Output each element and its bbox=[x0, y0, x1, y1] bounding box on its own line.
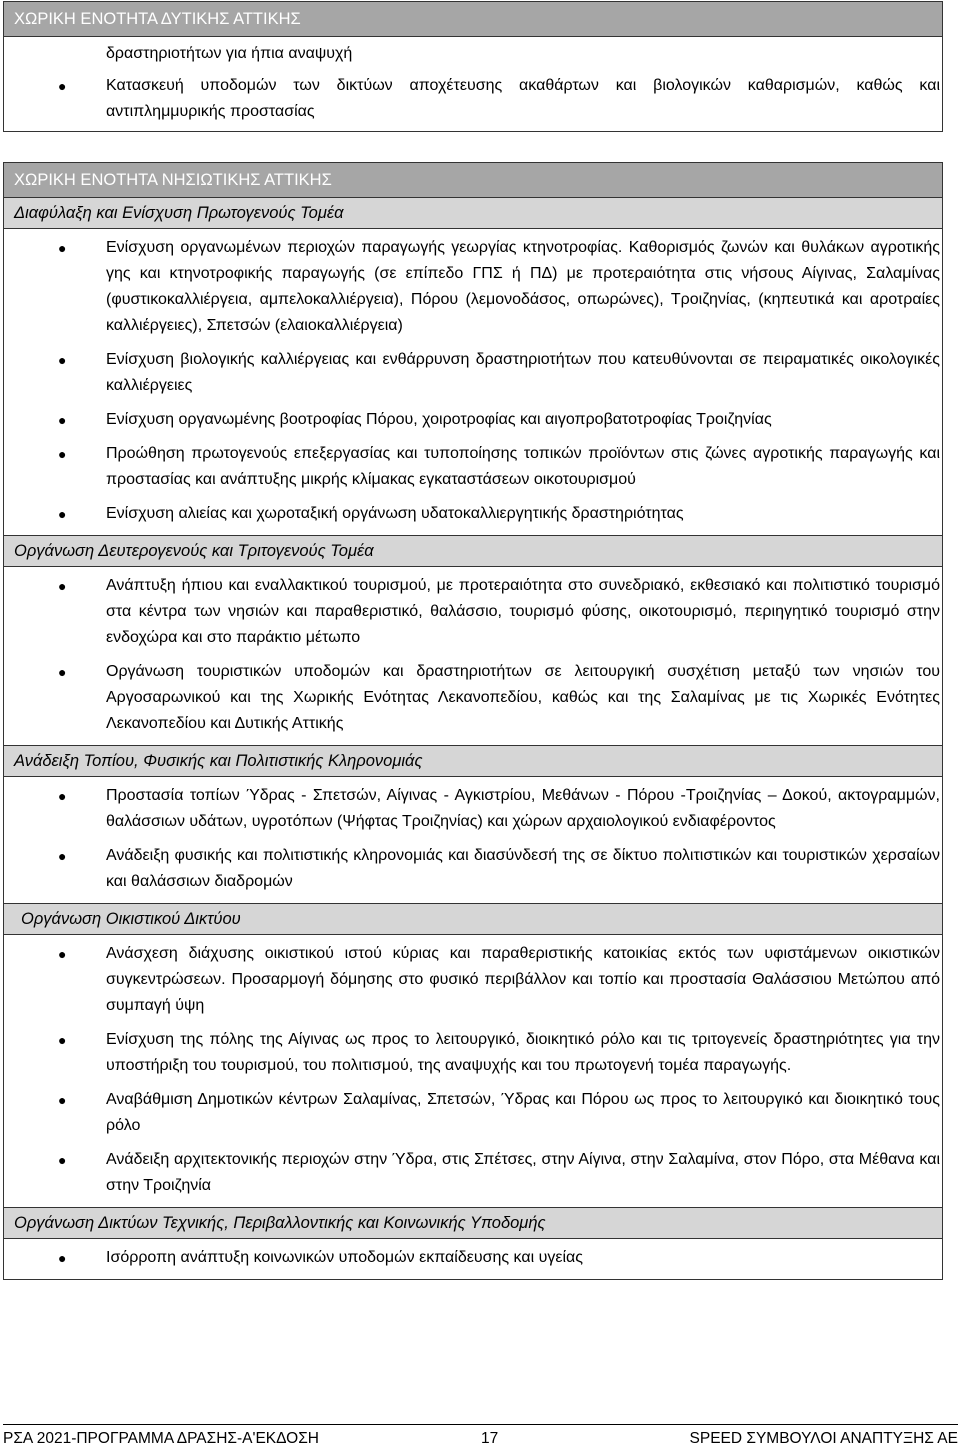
bullet-list bbox=[4, 935, 942, 1207]
bullet-icon: ● bbox=[58, 946, 67, 962]
list-item-text: Αναβάθμιση Δημοτικών κέντρων Σαλαμίνας, Σπετσών, Ύδρας και Πόρου ως προς το λειτουργικό και διοικητικό τους ρόλο bbox=[106, 1091, 940, 1134]
bullet-icon: ● bbox=[58, 578, 67, 594]
page-number: 17 bbox=[481, 1430, 499, 1447]
bullet-list bbox=[4, 229, 942, 535]
list-item bbox=[4, 843, 942, 895]
section-title-infrastructure: Οργάνωση Δικτύων Τεχνικής, Περιβαλλοντικής και Κοινωνικής Υποδομής bbox=[4, 1207, 942, 1239]
bullet-icon: ● bbox=[58, 352, 67, 368]
list-item bbox=[4, 1027, 942, 1079]
bullet-icon: ● bbox=[58, 412, 67, 428]
list-item-text: Ενίσχυση αλιείας και χωροταξική οργάνωση υδατοκαλλιεργητικής δραστηριότητας bbox=[106, 505, 684, 522]
list-item bbox=[4, 501, 942, 527]
continuation-text: δραστηριοτήτων για ήπια αναψυχή bbox=[106, 45, 353, 62]
list-item bbox=[4, 1087, 942, 1139]
list-item-text: Ανάπτυξη ήπιου και εναλλακτικού τουρισμού, με προτεραιότητα στο συνεδριακό, εκθεσιακό και πολιτιστικό τουρισμό στα κέντρα των νησιών και παραθεριστικό, θαλάσσιο, τουρισμό φύσης, οικοτουρισμό, περιηγητικό τουρισμό στην ενδοχώρα και στο παράκτιο μέτωπο bbox=[106, 577, 940, 646]
list-item bbox=[4, 1147, 942, 1199]
bullet-icon: ● bbox=[58, 848, 67, 864]
table-header-west-attica: ΧΩΡΙΚΗ ΕΝΟΤΗΤΑ ΔΥΤΙΚΗΣ ΑΤΤΙΚΗΣ bbox=[4, 2, 942, 37]
list-item-text: Ανάδειξη αρχιτεκτονικής περιοχών στην Ύδρα, στις Σπέτσες, στην Αίγινα, στην Σαλαμίνα, στον Πόρο, στα Μέθανα και στην Τροιζηνία bbox=[106, 1151, 940, 1194]
bullet-icon: ● bbox=[58, 446, 67, 462]
list-item bbox=[4, 659, 942, 737]
page-footer bbox=[3, 1424, 958, 1445]
bullet-icon: ● bbox=[58, 664, 67, 680]
list-item-text: Οργάνωση τουριστικών υποδομών και δραστηριοτήτων σε λειτουργική συσχέτιση μεταξύ των νησιών του Αργοσαρωνικού και της Χωρικής Ενότητας Λεκανοπεδίου, καθώς και της Σαλαμίνας με τις Χωρικές Ενότητες Λεκανοπεδίου και Δυτικής Αττικής bbox=[106, 663, 940, 732]
bullet-icon: ● bbox=[58, 240, 67, 256]
list-item-text: Ανάσχεση διάχυσης οικιστικού ιστού κύριας και παραθεριστικής κατοικίας εκτός των υφιστάμενων οικιστικών συγκεντρώσεων. Προσαρμογή δόμησης στο φυσικό περιβάλλον και τοπίο και προστασία Θαλάσσιου Μετώπου από συμπαγή ύψη bbox=[106, 945, 940, 1014]
table-west-attica bbox=[3, 1, 943, 132]
section-title-settlement-network: Οργάνωση Οικιστικού Δικτύου bbox=[4, 903, 942, 935]
list-item bbox=[4, 441, 942, 493]
list-item bbox=[4, 783, 942, 835]
section-title-secondary-tertiary: Οργάνωση Δευτερογενούς και Τριτογενούς Τομέα bbox=[4, 535, 942, 567]
list-item bbox=[4, 235, 942, 339]
bullet-icon: ● bbox=[58, 1092, 67, 1108]
list-item bbox=[4, 407, 942, 433]
bullet-icon: ● bbox=[58, 78, 67, 94]
footer-company: SPEED ΣΥΜΒΟΥΛΟΙ ΑΝΑΠΤΥΞΗΣ ΑΕ bbox=[689, 1430, 958, 1447]
list-item bbox=[4, 573, 942, 651]
list-item-text: Προστασία τοπίων Ύδρας - Σπετσών, Αίγινας - Αγκιστρίου, Μεθάνων - Πόρου -Τροιζηνίας – Δοκού, ακτογραμμών, θαλάσσιων υδάτων, υγροτόπων (Ψήφτας Τροιζηνίας) και χώρων αρχαιολογικού ενδιαφέροντος bbox=[106, 787, 940, 830]
table-island-attica bbox=[3, 162, 943, 1280]
list-item-text: Ενίσχυση οργανωμένης βοοτροφίας Πόρου, χοιροτροφίας και αιγοπροβατοτροφίας Τροιζηνίας bbox=[106, 411, 772, 428]
section-title-primary-sector: Διαφύλαξη και Ενίσχυση Πρωτογενούς Τομέα bbox=[4, 198, 942, 229]
list-item-text: Ισόρροπη ανάπτυξη κοινωνικών υποδομών εκπαίδευσης και υγείας bbox=[106, 1249, 583, 1266]
list-item-text: Προώθηση πρωτογενούς επεξεργασίας και τυποποίησης τοπικών προϊόντων στις ζώνες αγροτικής παραγωγής και προστασίας και ανάπτυξης μικρής κλίμακας εγκαταστάσεων οικοτουρισμού bbox=[106, 445, 940, 488]
bullet-icon: ● bbox=[58, 1032, 67, 1048]
bullet-icon: ● bbox=[58, 1250, 67, 1266]
list-item-text: Κατασκευή υποδομών των δικτύων αποχέτευσης ακαθάρτων και βιολογικών καθαρισμών, καθώς και αντιπλημμυρικής προστασίας bbox=[106, 77, 940, 120]
list-item-text: Ενίσχυση οργανωμένων περιοχών παραγωγής γεωργίας κτηνοτροφίας. Καθορισμός ζωνών και θυλάκων αγροτικής γης και κτηνοτροφικής παραγωγής (σε επίπεδο ΓΠΣ ή ΠΔ) με προτεραιότητα στις νήσους Αίγινας, Σαλαμίνας (φυστικοκαλλιέργεια, αμπελοκαλλιέργεια), Πόρου (λεμονοδάσος, οπωρώνες), Τροιζηνίας, (κηπευτικά και αροτραίες καλλιέργειες), Σπετσών (ελαιοκαλλιέργεια) bbox=[106, 239, 940, 334]
bullet-list bbox=[4, 777, 942, 903]
bullet-icon: ● bbox=[58, 1152, 67, 1168]
bullet-icon: ● bbox=[58, 788, 67, 804]
list-item-text: Ενίσχυση της πόλης της Αίγινας ως προς το λειτουργικό, διοικητικό ρόλο και τις τριτογενείς δραστηριότητες για την υποστήριξη του τουρισμού, του πολιτισμού, της αναψυχής και του πρωτογενή τομέα παραγωγής. bbox=[106, 1031, 940, 1074]
list-item bbox=[4, 941, 942, 1019]
list-item-text: Ανάδειξη φυσικής και πολιτιστικής κληρονομιάς και διασύνδεσή της σε δίκτυο πολιτιστικών και τουριστικών χερσαίων και θαλάσσιων διαδρομών bbox=[106, 847, 940, 890]
bullet-icon: ● bbox=[58, 506, 67, 522]
footer-document-title: ΡΣΑ 2021-ΠΡΟΓΡΑΜΜΑ ΔΡΑΣΗΣ-Α'ΕΚΔΟΣΗ bbox=[3, 1430, 319, 1447]
bullet-list bbox=[4, 1239, 942, 1279]
list-item bbox=[4, 73, 942, 125]
section-title-landscape-heritage: Ανάδειξη Τοπίου, Φυσικής και Πολιτιστικής Κληρονομιάς bbox=[4, 745, 942, 777]
list-item bbox=[4, 347, 942, 399]
bullet-list bbox=[4, 567, 942, 745]
list-item bbox=[4, 1245, 942, 1271]
table-header-island-attica: ΧΩΡΙΚΗ ΕΝΟΤΗΤΑ ΝΗΣΙΩΤΙΚΗΣ ΑΤΤΙΚΗΣ bbox=[4, 163, 942, 198]
list-item-text: Ενίσχυση βιολογικής καλλιέργειας και ενθάρρυνση δραστηριοτήτων που κατευθύνονται σε πειραματικές οικολογικές καλλιέργειες bbox=[106, 351, 940, 394]
bullet-list bbox=[4, 73, 942, 131]
